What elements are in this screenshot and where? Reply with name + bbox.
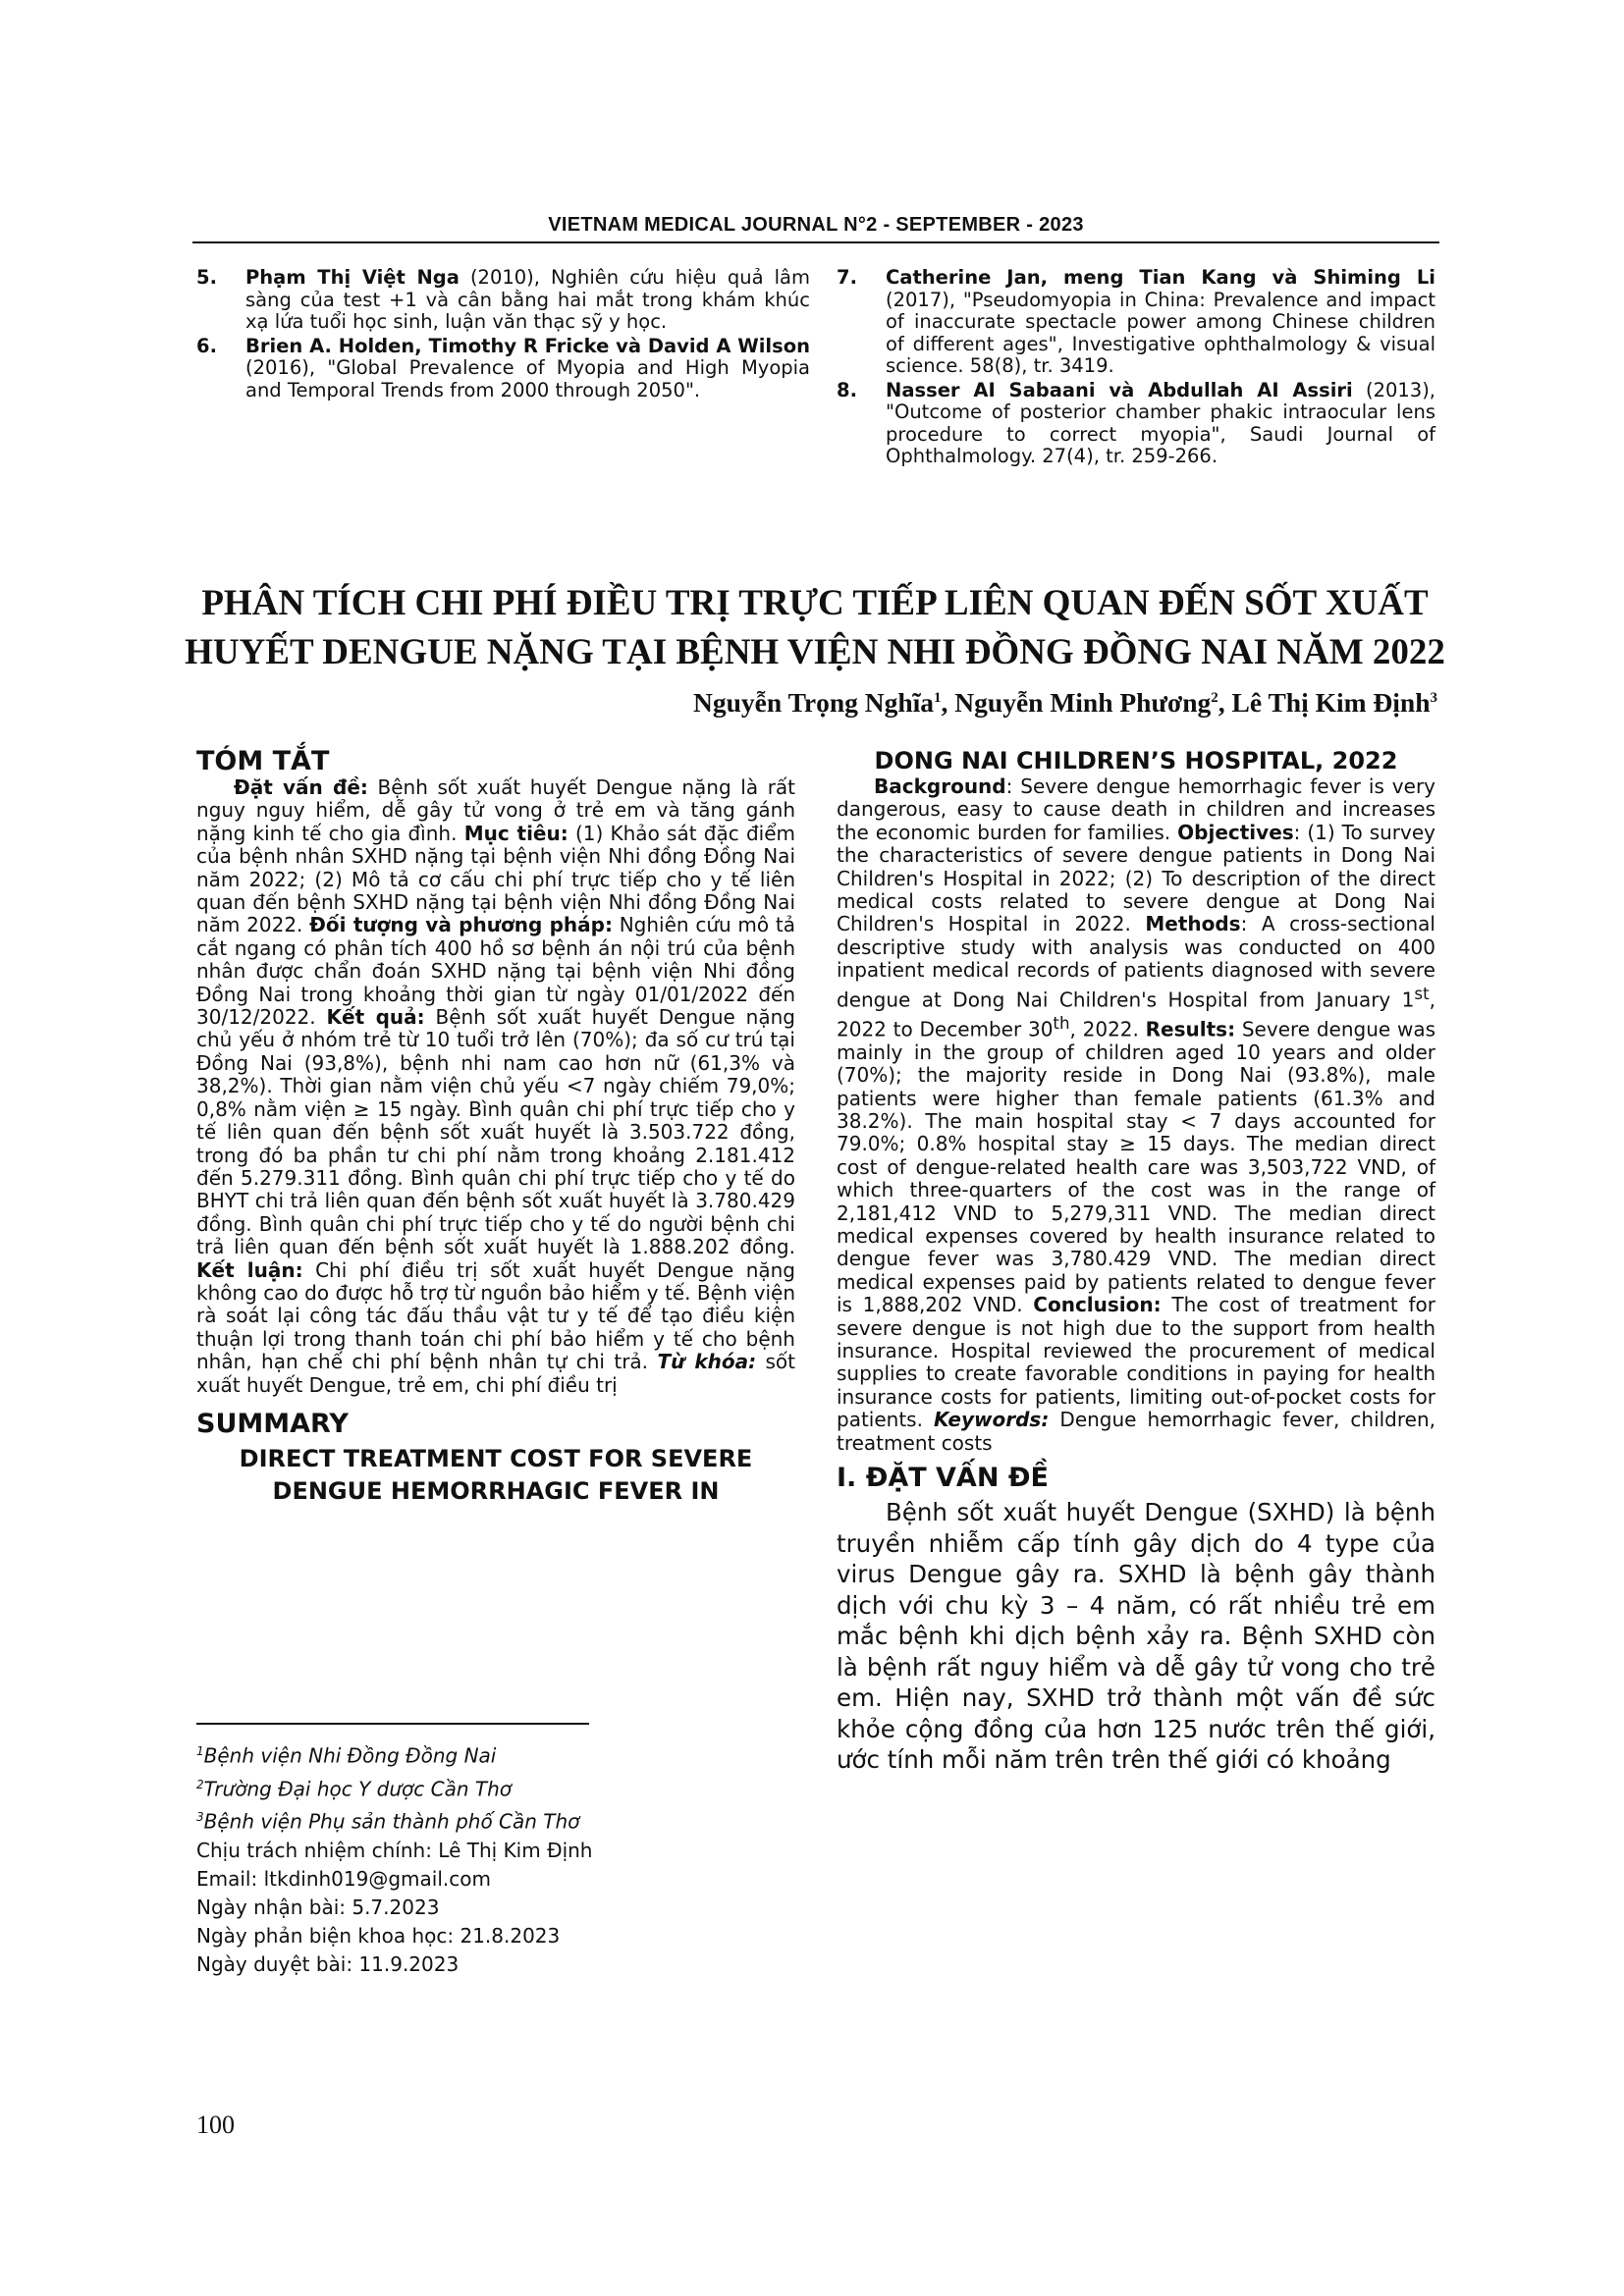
ordinal-suffix: th <box>1053 1013 1070 1033</box>
affiliation-text: Trường Đại học Y dược Cần Thơ <box>203 1777 513 1801</box>
introduction-heading: I. ĐẶT VẤN ĐỀ <box>837 1463 1049 1494</box>
reference-authors: Phạm Thị Việt Nga <box>245 266 460 289</box>
abstract-label: Results: <box>1145 1017 1236 1041</box>
affiliation-marker: 1 <box>196 1744 204 1758</box>
corresponding-author: Chịu trách nhiệm chính: Lê Thị Kim Định <box>196 1838 593 1862</box>
reference-number: 5. <box>196 266 217 289</box>
date-reviewed: Ngày phản biện khoa học: 21.8.2023 <box>196 1923 561 1948</box>
reference-text: (2013), "Outcome of posterior chamber phakic intraocular lens procedure to correct myopia", Saudi Journal of Ophthalmology. 27(4), tr. 259-266. <box>886 378 1435 467</box>
abstract-label: Kết quả: <box>326 1005 425 1030</box>
abstract-heading: TÓM TẮT <box>196 746 330 776</box>
affiliation-text: Bệnh viện Phụ sản thành phố Cần Thơ <box>203 1809 580 1834</box>
abstract-text: (1) Khảo sát đặc điểm của bệnh nhân SXHD nặng tại bệnh viện Nhi đồng Đồng Nai năm 2022; (2) Mô tả cơ cấu chi phí trực tiếp cho y tế liên quan đến bệnh SXHD nặng tại bệnh viện Nhi đồng Đồng Nai năm 2022. <box>196 821 795 937</box>
affiliation-marker: 2 <box>196 1777 204 1791</box>
affiliation-3 <box>196 1803 795 1837</box>
abstract-label: Methods <box>1145 912 1241 936</box>
keywords-text: Dengue hemorrhagic fever, children, treatment costs <box>837 1408 1435 1455</box>
reference-authors: Nasser AI Sabaani và Abdullah AI Assiri <box>886 378 1353 401</box>
summary-title: DIRECT TREATMENT COST FOR SEVERE DENGUE HEMORRHAGIC FEVER IN <box>239 1444 753 1505</box>
reference-authors: Catherine Jan, meng Tian Kang và Shiming Li <box>886 266 1435 289</box>
abstract-text: Bệnh sốt xuất huyết Dengue nặng chủ yếu ở nhóm trẻ từ 10 tuổi trở lên (70%); đa số cư trú tại Đồng Nai (93,8%), bệnh nhi nam cao hơn nữ (61,3% và 38,2%). Thời gian nằm viện chủ yếu <7 ngày chiếm 79,0%; 0,8% nằm viện ≥ 15 ngày. Bình quân chi phí trực tiếp cho y tế liên quan đến bệnh sốt xuất huyết là 3.503.722 đồng, trong đó ba phần tư chi phí nằm trong khoảng 2.181.412 đến 5.279.311 đồng. Bình quân chi phí trực tiếp cho y tế do BHYT chi trả liên quan đến bệnh sốt xuất huyết là 3.780.429 đồng. Bình quân chi phí trực tiếp cho y tế do người bệnh chi trả liên quan đến bệnh sốt xuất huyết là 1.888.202 đồng. <box>196 1005 795 1259</box>
abstract-label: Background <box>874 774 1006 798</box>
running-header: VIETNAM MEDICAL JOURNAL N°2 - SEPTEMBER - 2023 <box>548 214 1084 236</box>
summary-heading: SUMMARY <box>196 1408 349 1439</box>
abstract-english <box>837 775 1435 1455</box>
summary-title-continued: DONG NAI CHILDREN’S HOSPITAL, 2022 <box>874 747 1398 774</box>
reference-authors: Brien A. Holden, Timothy R Fricke và David A Wilson <box>245 334 810 357</box>
footnote-rule <box>196 1723 589 1725</box>
references-right-column <box>837 267 1435 470</box>
reference-number: 8. <box>837 378 857 401</box>
abstract-text: Bệnh sốt xuất huyết Dengue nặng là rất nguy nguy hiểm, dễ gây tử vong ở trẻ em và tăng gánh nặng kinh tế cho gia đình. <box>196 775 796 845</box>
references-left-column <box>196 267 810 403</box>
affiliation-marker: 1 <box>934 689 942 706</box>
abstract-label: Objectives <box>1177 820 1294 844</box>
affiliation-marker: 3 <box>196 1810 204 1825</box>
author-separator: , <box>941 687 955 718</box>
keywords-label: Từ khóa: <box>657 1350 757 1374</box>
article-title <box>157 579 1473 677</box>
reference-item <box>837 380 1435 468</box>
reference-number: 7. <box>837 266 857 289</box>
abstract-label: Mục tiêu: <box>463 821 568 845</box>
reference-text: (2010), Nghiên cứu hiệu quả lâm sàng của test +1 và cân bằng hai mắt trong khám khúc xạ lứa tuổi học sinh, luận văn thạc sỹ y học. <box>245 266 810 333</box>
date-accepted: Ngày duyệt bài: 11.9.2023 <box>196 1951 460 1976</box>
page-number: 100 <box>196 2110 235 2139</box>
abstract-label: Conclusion: <box>1033 1293 1162 1317</box>
article-title-line-1: PHÂN TÍCH CHI PHÍ ĐIỀU TRỊ TRỰC TIẾP LIÊN QUAN ĐẾN SỐT XUẤT <box>201 583 1429 623</box>
abstract-text: : (1) To survey the characteristics of severe dengue patients in Dong Nai Children's Hospital in 2022; (2) To description of the direct medical costs related to severe dengue at Dong Nai Children's Hospital in 2022. <box>837 820 1435 936</box>
affiliation-1 <box>196 1737 795 1771</box>
affiliation-2 <box>196 1771 795 1804</box>
introduction-text: Bệnh sốt xuất huyết Dengue (SXHD) là bệnh truyền nhiễm cấp tính gây dịch do 4 type của virus Dengue gây ra. SXHD là bệnh gây thành dịch với chu kỳ 3 – 4 năm, có rất nhiều trẻ em mắc bệnh khi dịch bệnh xảy ra. Bệnh SXHD còn là bệnh rất nguy hiểm và dễ gây tử vong cho trẻ em. Hiện nay, SXHD trở thành một vấn đề sức khỏe cộng đồng của hơn 125 nước trên thế giới, ước tính mỗi năm trên trên thế giới có khoảng <box>837 1498 1435 1775</box>
author-name: Nguyễn Minh Phương <box>954 687 1212 718</box>
ordinal-suffix: st <box>1414 984 1430 1003</box>
keywords-label: Keywords: <box>934 1408 1050 1432</box>
affiliation-marker: 3 <box>1430 689 1437 706</box>
author-list <box>693 687 1437 719</box>
email: Email: ltkdinh019@gmail.com <box>196 1866 491 1891</box>
date-received: Ngày nhận bài: 5.7.2023 <box>196 1895 440 1919</box>
reference-item <box>837 267 1435 378</box>
abstract-text: , 2022. <box>1069 1017 1146 1041</box>
abstract-text: Nghiên cứu mô tả cắt ngang có phân tích 400 hồ sơ bệnh án nội trú của bệnh nhân được chẩn đoán SXHD nặng tại bệnh viện Nhi đồng Đồng Nai trong khoảng thời gian từ ngày 01/01/2022 đến 30/12/2022. <box>196 913 795 1030</box>
abstract-text: : Severe dengue hemorrhagic fever is very dangerous, easy to cause death in children and increases the economic burden for families. <box>837 774 1435 844</box>
reference-text: (2017), "Pseudomyopia in China: Prevalence and impact of inaccurate spectacle power among Chinese children of different ages", Investigative ophthalmology & visual science. 58(8), tr. 3419. <box>886 288 1435 377</box>
keywords-text: sốt xuất huyết Dengue, trẻ em, chi phí điều trị <box>196 1350 796 1397</box>
footnotes <box>196 1737 795 1979</box>
right-column <box>837 746 1435 1776</box>
affiliation-text: Bệnh viện Nhi Đồng Đồng Nai <box>203 1743 497 1768</box>
reference-item <box>196 336 810 402</box>
author-name: Nguyễn Trọng Nghĩa <box>693 687 935 718</box>
affiliation-marker: 2 <box>1211 689 1218 706</box>
author-name: Lê Thị Kim Định <box>1231 687 1431 718</box>
author-separator: , <box>1218 687 1232 718</box>
article-title-line-2: HUYẾT DENGUE NẶNG TẠI BỆNH VIỆN NHI ĐỒNG ĐỒNG NAI NĂM 2022 <box>185 632 1445 672</box>
abstract-text: , 2022 to December 30 <box>837 988 1435 1041</box>
reference-number: 6. <box>196 334 217 357</box>
reference-item <box>196 267 810 334</box>
reference-text: (2016), "Global Prevalence of Myopia and High Myopia and Temporal Trends from 2000 through 2050". <box>245 356 810 401</box>
abstract-text: : A cross-sectional descriptive study with analysis was conducted on 400 inpatient medical records of patients diagnosed with severe dengue at Dong Nai Children's Hospital from January 1 <box>837 912 1435 1012</box>
abstract-text: Chi phí điều trị sốt xuất huyết Dengue nặng không cao do được hỗ trợ từ nguồn bảo hiểm y tế. Bệnh viện rà soát lại công tác đấu thầu vật tư y tế để tạo điều kiện thuận lợi trong thanh toán chi phí bảo hiểm y tế cho bệnh nhân, hạn chế chi phí bệnh nhân tự chi trả. <box>196 1257 795 1374</box>
abstract-vietnamese <box>196 776 795 1397</box>
left-column <box>196 746 795 1508</box>
abstract-label: Đặt vấn đề: <box>234 775 368 799</box>
abstract-text: The cost of treatment for severe dengue is not high due to the support from health insurance. Hospital reviewed the procurement of medical supplies to create favorable conditions in paying for health insurance costs for patients, limiting out-of-pocket costs for patients. <box>837 1293 1435 1432</box>
header-rule <box>192 241 1439 243</box>
abstract-label: Đối tượng và phương pháp: <box>309 913 613 937</box>
abstract-text: Severe dengue was mainly in the group of children aged 10 years and older (70%); the majority reside in Dong Nai (93.8%), male patients were higher than female patients (61.3% and 38.2%). The main hospital stay < 7 days accounted for 79.0%; 0.8% hospital stay ≥ 15 days. The median direct cost of dengue-related health care was 3,503,722 VND, of which three-quarters of the cost was in the range of 2,181,412 VND to 5,279,311 VND. The median direct medical expenses covered by health insurance related to dengue fever was 3,780.429 VND. The median direct medical expenses paid by patients related to dengue fever is 1,888,202 VND. <box>837 1017 1435 1317</box>
abstract-label: Kết luận: <box>196 1257 303 1282</box>
